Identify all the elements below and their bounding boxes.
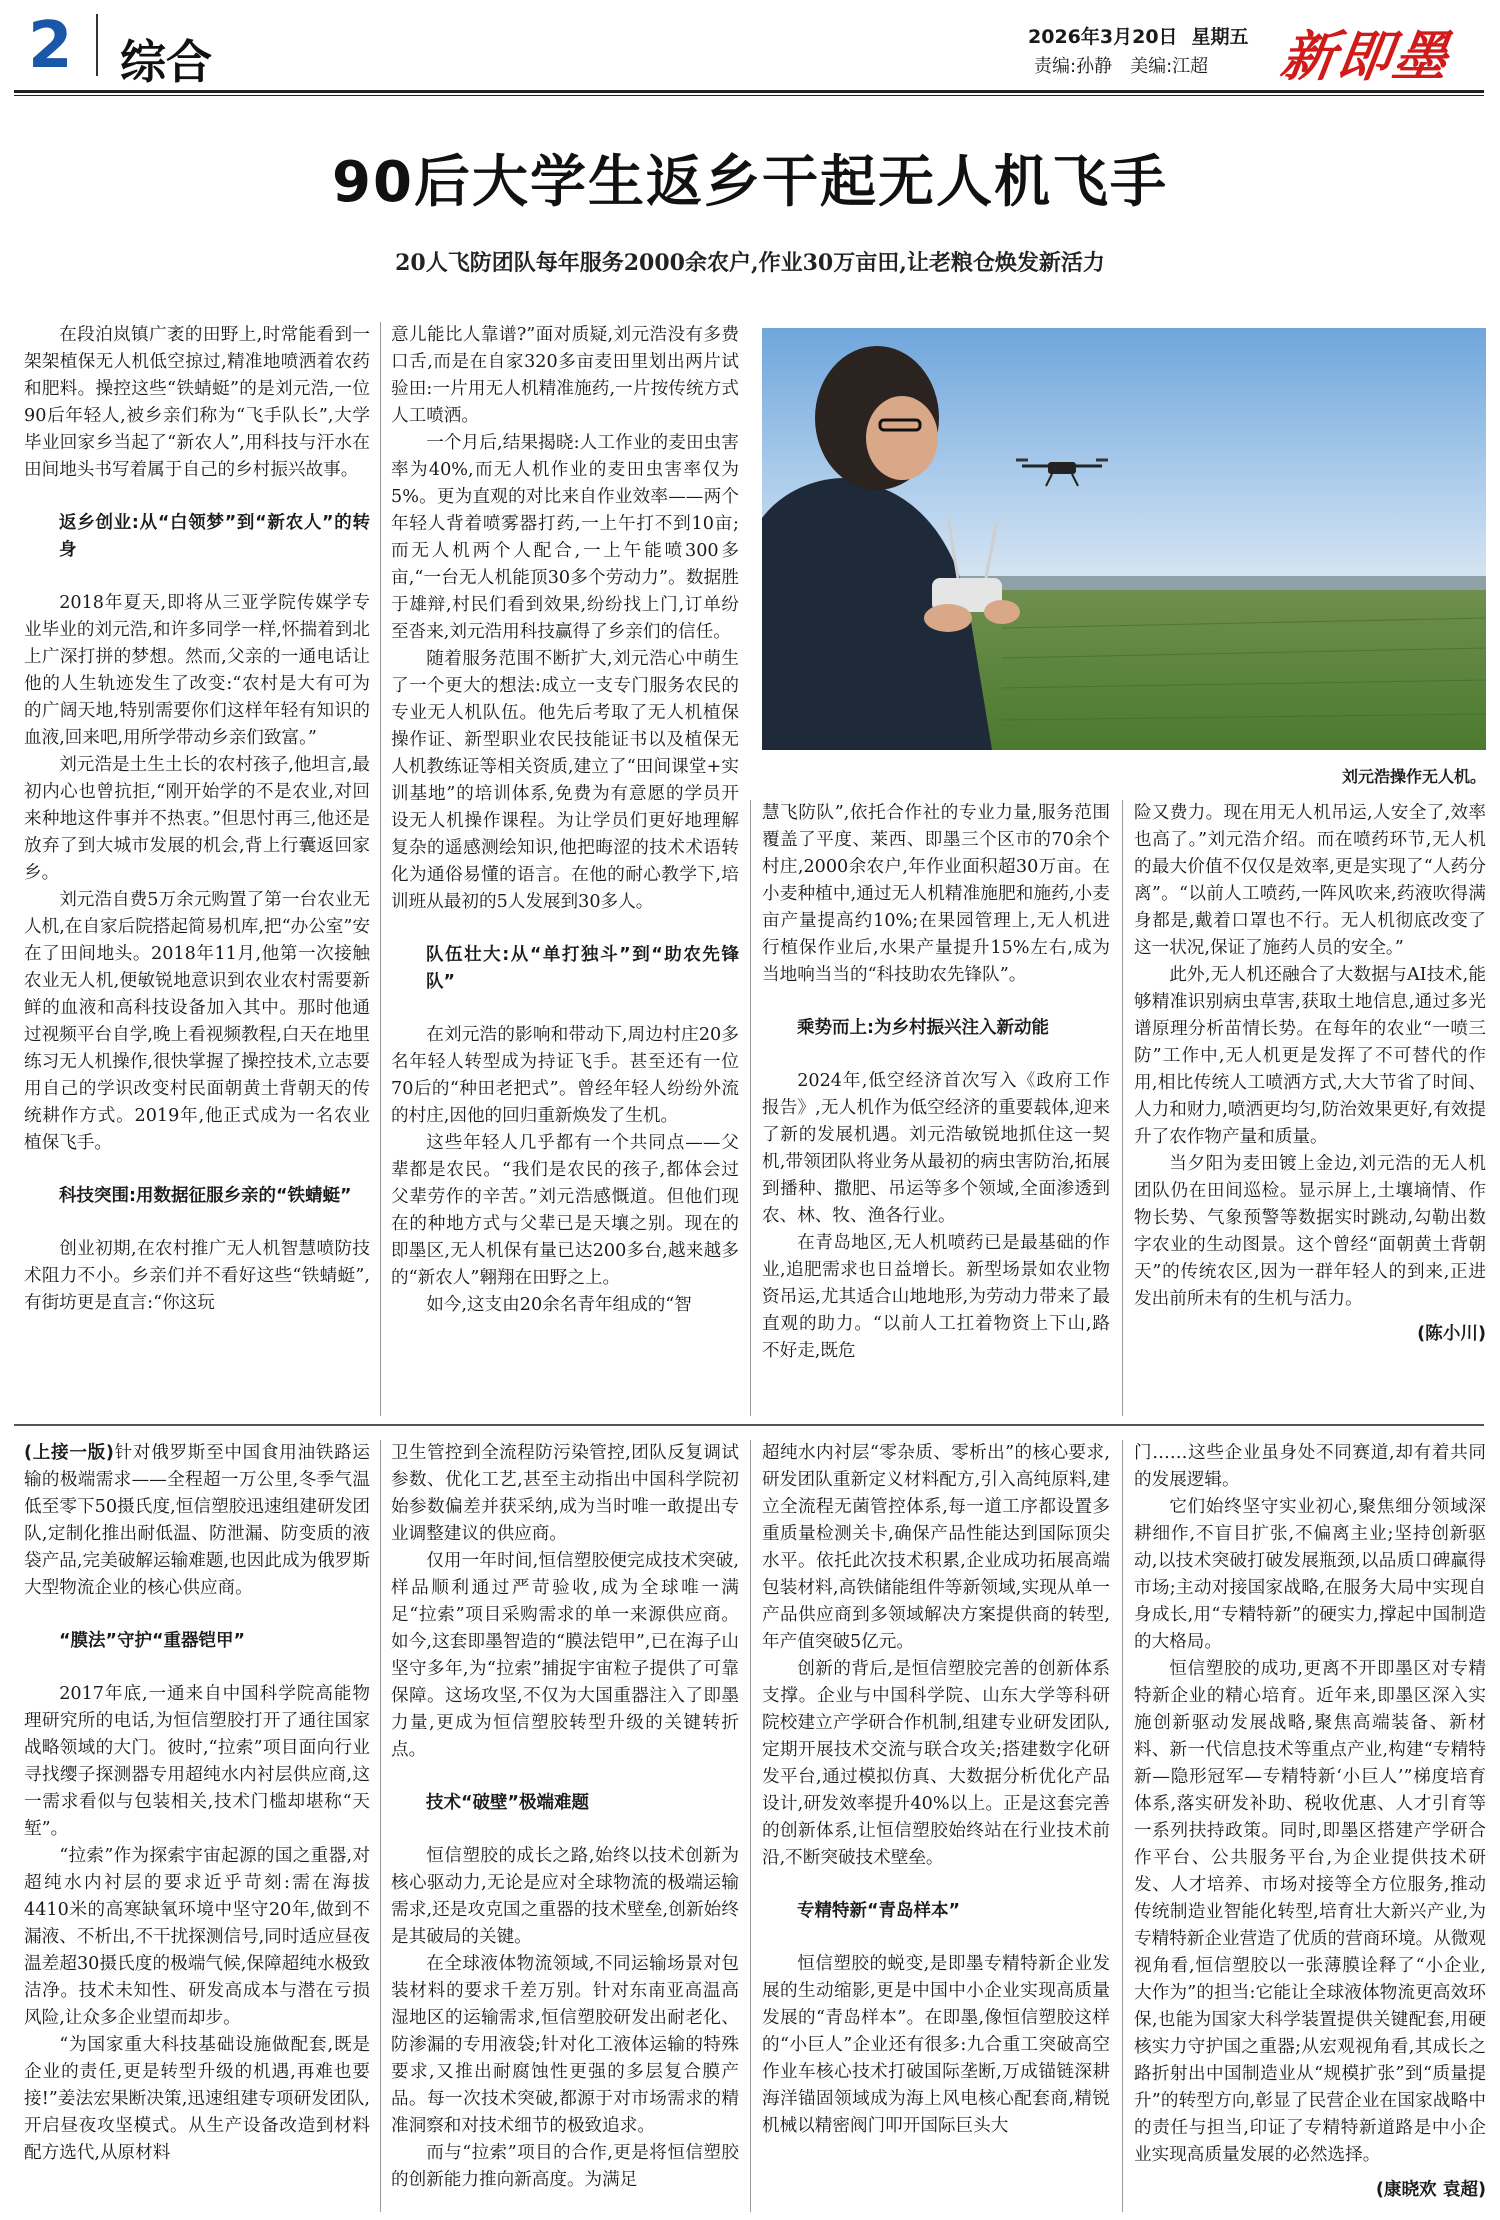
body-paragraph: 2018年夏天,即将从三亚学院传媒学专业毕业的刘元浩,和许多同学一样,怀揣着到北上广深打拼的梦想。然而,父亲的一通电话让他的人生轨迹发生了改变:“农村是大有可为的广阔天地,特别需要你们这样年轻有知识的血液,回来吧,用所学带动乡亲们致富。” [24, 593, 370, 748]
continued-marker: (上接一版) [24, 1443, 114, 1463]
body-paragraph [24, 1440, 370, 1602]
editor-name: 责编:孙静 [1034, 56, 1113, 77]
article2-column-3 [762, 1440, 1110, 2212]
body-paragraph: 超纯水内衬层“零杂质、零析出”的核心要求,研发团队重新定义材料配方,引入高纯原料,建立全流程无菌管控体系,每一道工序都设置多重质量检测关卡,确保产品性能达到国际顶尖水平。依托此次技术积累,企业成功拓展高端包装材料,高铁储能组件等新领域,实现从单一产品供应商到多领域解决方案提供商的转型,年产值突破5亿元。 [762, 1443, 1110, 1652]
header-rule [14, 90, 1484, 93]
body-paragraph: 这些年轻人几乎都有一个共同点——父辈都是农民。“我们是农民的孩子,都体会过父辈劳作的辛苦。”刘元浩感慨道。但他们现在的种地方式与父辈已是天壤之别。现在的即墨区,无人机保有量已达200多台,越来越多的“新农人”翱翔在田野之上。 [391, 1133, 739, 1288]
body-paragraph: 创新的背后,是恒信塑胶完善的创新体系支撑。企业与中国科学院、山东大学等科研院校建立产学研合作机制,组建专业研发团队,定期开展技术交流与联合攻关;搭建数字化研发平台,通过模拟仿真、大数据分析优化产品设计,研发效率提升40%以上。正是这套完善的创新体系,让恒信塑胶始终站在行业技术前沿,不断突破技术壁垒。 [762, 1659, 1110, 1868]
body-paragraph: 而与“拉索”项目的合作,更是将恒信塑胶的创新能力推向新高度。为满足 [391, 2143, 739, 2190]
article2-column-4 [1134, 1440, 1486, 2212]
page-header [0, 0, 1500, 88]
paragraph-text: 针对俄罗斯至中国食用油铁路运输的极端需求——全程超一万公里,冬季气温低至零下50摄氏度,恒信塑胶迅速组建研发团队,定制化推出耐低温、防泄漏、防变质的液袋产品,完美破解运输难题,也因此成为俄罗斯大型物流企业的核心供应商。 [24, 1443, 370, 1598]
body-paragraph: 随着服务范围不断扩大,刘元浩心中萌生了一个更大的想法:成立一支专门服务农民的专业无人机队伍。他先后考取了无人机植保操作证、新型职业农民技能证书以及植保无人机教练证等相关资质,建立了“田间课堂+实训基地”的培训体系,免费为有意愿的学员开设无人机操作课程。为让学员们更好地理解复杂的遥感测绘知识,他把晦涩的技术术语转化为通俗易懂的语言。在他的耐心教学下,培训班从最初的5人发展到30多人。 [391, 649, 739, 912]
column-rule [750, 800, 751, 1416]
article-subheadline: 20人飞防团队每年服务2000余农户,作业30万亩田,让老粮仓焕发新活力 [395, 250, 1105, 276]
body-paragraph: 刘元浩自费5万余元购置了第一台农业无人机,在自家后院搭起简易机库,把“办公室”安在了田间地头。2018年11月,他第一次接触农业无人机,便敏锐地意识到农业农村需要新鲜的血液和高科技设备加入其中。那时他通过视频平台自学,晚上看视频教程,白天在地里练习无人机操作,很快掌握了操控技术,立志要用自己的学识改变村民面朝黄土背朝天的传统耕作方式。2019年,他正式成为一名农业植保飞手。 [24, 890, 370, 1153]
drone-operator-photo [762, 328, 1486, 750]
page-number: 2 [28, 9, 73, 83]
author-byline: (康晓欢 袁超) [1375, 2180, 1486, 2200]
section-subheading: “膜法”守护“重器铠甲” [59, 1631, 246, 1651]
article2-column-2 [391, 1440, 739, 2212]
body-paragraph: “为国家重大科技基础设施做配套,既是企业的责任,更是转型升级的机遇,再难也要接!”姜法宏果断决策,迅速组建专项研发团队,开启昼夜攻坚模式。从生产设备改造到材料配方选代,从原材料 [24, 2035, 370, 2163]
article-headline: 90后大学生返乡干起无人机飞手 [332, 150, 1168, 215]
body-paragraph: 2024年,低空经济首次写入《政府工作报告》,无人机作为低空经济的重要载体,迎来了新的发展机遇。刘元浩敏锐地抓住这一契机,带领团队将业务从最初的病虫害防治,拓展到播种、撒肥、吊运等多个领域,全面渗透到农、林、牧、渔各行业。 [762, 1071, 1110, 1226]
body-paragraph: 门……这些企业虽身处不同赛道,却有着共同的发展逻辑。 [1134, 1443, 1486, 1490]
column-rule [1122, 1440, 1123, 2212]
article1-column-1 [24, 322, 370, 1416]
body-paragraph: 2017年底,一通来自中国科学院高能物理研究所的电话,为恒信塑胶打开了通往国家战略领域的大门。彼时,“拉索”项目面向行业寻找缨子探测器专用超纯水内衬层供应商,这一需求看似与包装相关,技术门槛却堪称“天堑”。 [24, 1684, 370, 1839]
body-paragraph: 恒信塑胶的成功,更离不开即墨区对专精特新企业的精心培育。近年来,即墨区深入实施创新驱动发展战略,聚焦高端装备、新材料、新一代信息技术等重点产业,构建“专精特新—隐形冠军—专精特新‘小巨人’”梯度培育体系,落实研发补助、税收优惠、人才引育等一系列扶持政策。同时,即墨区搭建产学研合作平台、公共服务平台,为企业提供技术研发、人才培养、市场对接等全方位服务,推动传统制造业智能化转型,培育壮大新兴产业,为专精特新企业营造了优质的营商环境。从微观视角看,恒信塑胶以一张薄膜诠释了“小企业,大作为”的担当:它能让全球液体物流更高效环保,也能为国家大科学装置提供关键配套,用硬核实力守护国之重器;从宏观视角看,其成长之路折射出中国制造业从“规模扩张”到“质量提升”的转型方向,彰显了民营企业在国家战略中的责任与担当,印证了专精特新道路是中小企业实现高质量发展的必然选择。 [1134, 1659, 1486, 2165]
section-subheading: 乘势而上:为乡村振兴注入新动能 [797, 1018, 1049, 1038]
newspaper-logo: 新即墨 [1277, 24, 1455, 88]
editors [1034, 52, 1226, 78]
author-byline: (陈小川) [1417, 1324, 1486, 1344]
body-paragraph: 在刘元浩的影响和带动下,周边村庄20多名年轻人转型成为持证飞手。甚至还有一位70后的“种田老把式”。曾经年轻人纷纷外流的村庄,因他的回归重新焕发了生机。 [391, 1025, 739, 1126]
body-paragraph: 在段泊岚镇广袤的田野上,时常能看到一架架植保无人机低空掠过,精准地喷洒着农药和肥料。操控这些“铁蜻蜓”的是刘元浩,一位90后年轻人,被乡亲们称为“飞手队长”,大学毕业回家乡当起了“新农人”,用科技与汗水在田间地头书写着属于自己的乡村振兴故事。 [24, 325, 370, 480]
section-subheading: 返乡创业:从“白领梦”到“新农人”的转身 [59, 513, 370, 560]
column-rule [380, 322, 381, 1416]
body-paragraph: 此外,无人机还融合了大数据与AI技术,能够精准识别病虫草害,获取土地信息,通过多光谱原理分析苗情长势。在每年的农业“一喷三防”工作中,无人机更是发挥了不可替代的作用,相比传统人工喷洒方式,大大节省了时间、人力和财力,喷洒更均匀,防治效果更好,有效提升了农作物产量和质量。 [1134, 965, 1486, 1147]
body-paragraph: 一个月后,结果揭晓:人工作业的麦田虫害率为40%,而无人机作业的麦田虫害率仅为5%。更为直观的对比来自作业效率——两个年轻人背着喷雾器打药,一上午打不到10亩;而无人机两个人配合,一上午能喷300多亩,“一台无人机能顶30多个劳动力”。数据胜于雄辩,村民们看到效果,纷纷找上门,订单纷至沓来,刘元浩用科技赢得了乡亲们的信任。 [391, 433, 739, 642]
section-subheading: 科技突围:用数据征服乡亲的“铁蜻蜓” [59, 1186, 352, 1206]
body-paragraph: 慧飞防队”,依托合作社的专业力量,服务范围覆盖了平度、莱西、即墨三个区市的70余个村庄,2000余农户,年作业面积超30万亩。在小麦种植中,通过无人机精准施肥和施药,小麦亩产量提高约10%;在果园管理上,无人机进行植保作业后,水果产量提升15%左右,成为当地响当当的“科技助农先锋队”。 [762, 803, 1110, 985]
section-title: 综合 [120, 35, 212, 89]
issue-date [1028, 22, 1263, 49]
body-paragraph: 刘元浩是土生土长的农村孩子,他坦言,最初内心也曾抗拒,“刚开始学的不是农业,对回来种地这件事并不热衷。”但思忖再三,他还是放弃了到大城市发展的机会,背上行囊返回家乡。 [24, 755, 370, 883]
article1-column-4 [1134, 800, 1486, 1416]
body-paragraph: 意儿能比人靠谱?”面对质疑,刘元浩没有多费口舌,而是在自家320多亩麦田里划出两片试验田:一片用无人机精准施药,一片按传统方式人工喷洒。 [391, 325, 739, 426]
art-editor-name: 美编:江超 [1130, 56, 1209, 77]
body-paragraph: 它们始终坚守实业初心,聚焦细分领域深耕细作,不盲目扩张,不偏离主业;坚持创新驱动,以技术突破打破发展瓶颈,以品质口碑赢得市场;主动对接国家战略,在服务大局中实现自身成长,用“专精特新”的硬实力,撑起中国制造的大格局。 [1134, 1497, 1486, 1652]
section-subheading: 队伍壮大:从“单打独斗”到“助农先锋队” [426, 945, 739, 992]
photo-caption: 刘元浩操作无人机。 [1341, 767, 1486, 786]
weekday-text: 星期五 [1191, 26, 1249, 48]
body-paragraph: 险又费力。现在用无人机吊运,人安全了,效率也高了。”刘元浩介绍。而在喷药环节,无人机的最大价值不仅仅是效率,更是实现了“人药分离”。“以前人工喷药,一阵风吹来,药液吹得满身都是,戴着口罩也不行。无人机彻底改变了这一状况,保证了施药人员的安全。” [1134, 803, 1486, 958]
section-subheading: 专精特新“青岛样本” [797, 1901, 961, 1921]
body-paragraph: 恒信塑胶的蜕变,是即墨专精特新企业发展的生动缩影,更是中国中小企业实现高质量发展的“青岛样本”。在即墨,像恒信塑胶这样的“小巨人”企业还有很多:九合重工突破高空作业车核心技术打破国际垄断,万成锚链深耕海洋锚固领域成为海上风电核心配套商,精锐机械以精密阀门叩开国际巨头大 [762, 1954, 1110, 2136]
article1-column-2 [391, 322, 739, 1416]
header-rule-thin [14, 95, 1484, 96]
body-paragraph: 仅用一年时间,恒信塑胶便完成技术突破,样品顺利通过严苛验收,成为全球唯一满足“拉索”项目采购需求的单一来源供应商。如今,这套即墨智造的“膜法铠甲”,已在海子山坚守多年,为“拉索”捕捉宇宙粒子提供了可靠保障。这场攻坚,不仅为大国重器注入了即墨力量,更成为恒信塑胶转型升级的关键转折点。 [391, 1551, 739, 1760]
header-separator [96, 14, 98, 76]
body-paragraph: 在全球液体物流领域,不同运输场景对包装材料的要求千差万别。针对东南亚高温高湿地区的运输需求,恒信塑胶研发出耐老化、防渗漏的专用液袋;针对化工液体运输的特殊要求,又推出耐腐蚀性更强的多层复合膜产品。每一次技术突破,都源于对市场需求的精准洞察和对技术细节的极致追求。 [391, 1954, 739, 2136]
photo-illustration [762, 328, 1486, 750]
body-paragraph: 在青岛地区,无人机喷药已是最基础的作业,追肥需求也日益增长。新型场景如农业物资吊运,尤其适合山地地形,为劳动力带来了最直观的助力。“以前人工扛着物资上下山,路不好走,既危 [762, 1233, 1110, 1361]
column-rule [380, 1440, 381, 2212]
body-paragraph: 卫生管控到全流程防污染管控,团队反复调试参数、优化工艺,甚至主动指出中国科学院初始参数偏差并获采纳,成为当时唯一敢提出专业调整建议的供应商。 [391, 1443, 739, 1544]
article-divider [14, 1424, 1484, 1426]
body-paragraph: “拉索”作为探索宇宙起源的国之重器,对超纯水内衬层的要求近乎苛刻:需在海拔4410米的高寒缺氧环境中坚守20年,做到不漏液、不析出,不干扰探测信号,同时适应昼夜温差超30摄氏度的极端气候,保障超纯水极致洁净。技术未知性、研发高成本与潜在亏损风险,让众多企业望而却步。 [24, 1846, 370, 2028]
date-text: 2026年3月20日 [1028, 26, 1178, 48]
article2-column-1 [24, 1440, 370, 2212]
body-paragraph: 创业初期,在农村推广无人机智慧喷防技术阻力不小。乡亲们并不看好这些“铁蜻蜓”,有街坊更是直言:“你这玩 [24, 1239, 370, 1313]
column-rule [750, 1440, 751, 2212]
body-paragraph: 当夕阳为麦田镀上金边,刘元浩的无人机团队仍在田间巡检。显示屏上,土壤墒情、作物长势、气象预警等数据实时跳动,勾勒出数字农业的生动图景。这个曾经“面朝黄土背朝天”的传统农区,因为一群年轻人的到来,正进发出前所未有的生机与活力。 [1134, 1154, 1486, 1309]
article1-column-3 [762, 800, 1110, 1416]
section-subheading: 技术“破壁”极端难题 [426, 1793, 590, 1813]
column-rule [1122, 800, 1123, 1416]
body-paragraph: 如今,这支由20余名青年组成的“智 [426, 1295, 692, 1315]
body-paragraph: 恒信塑胶的成长之路,始终以技术创新为核心驱动力,无论是应对全球物流的极端运输需求,还是攻克国之重器的技术壁垒,创新始终是其破局的关键。 [391, 1846, 739, 1947]
